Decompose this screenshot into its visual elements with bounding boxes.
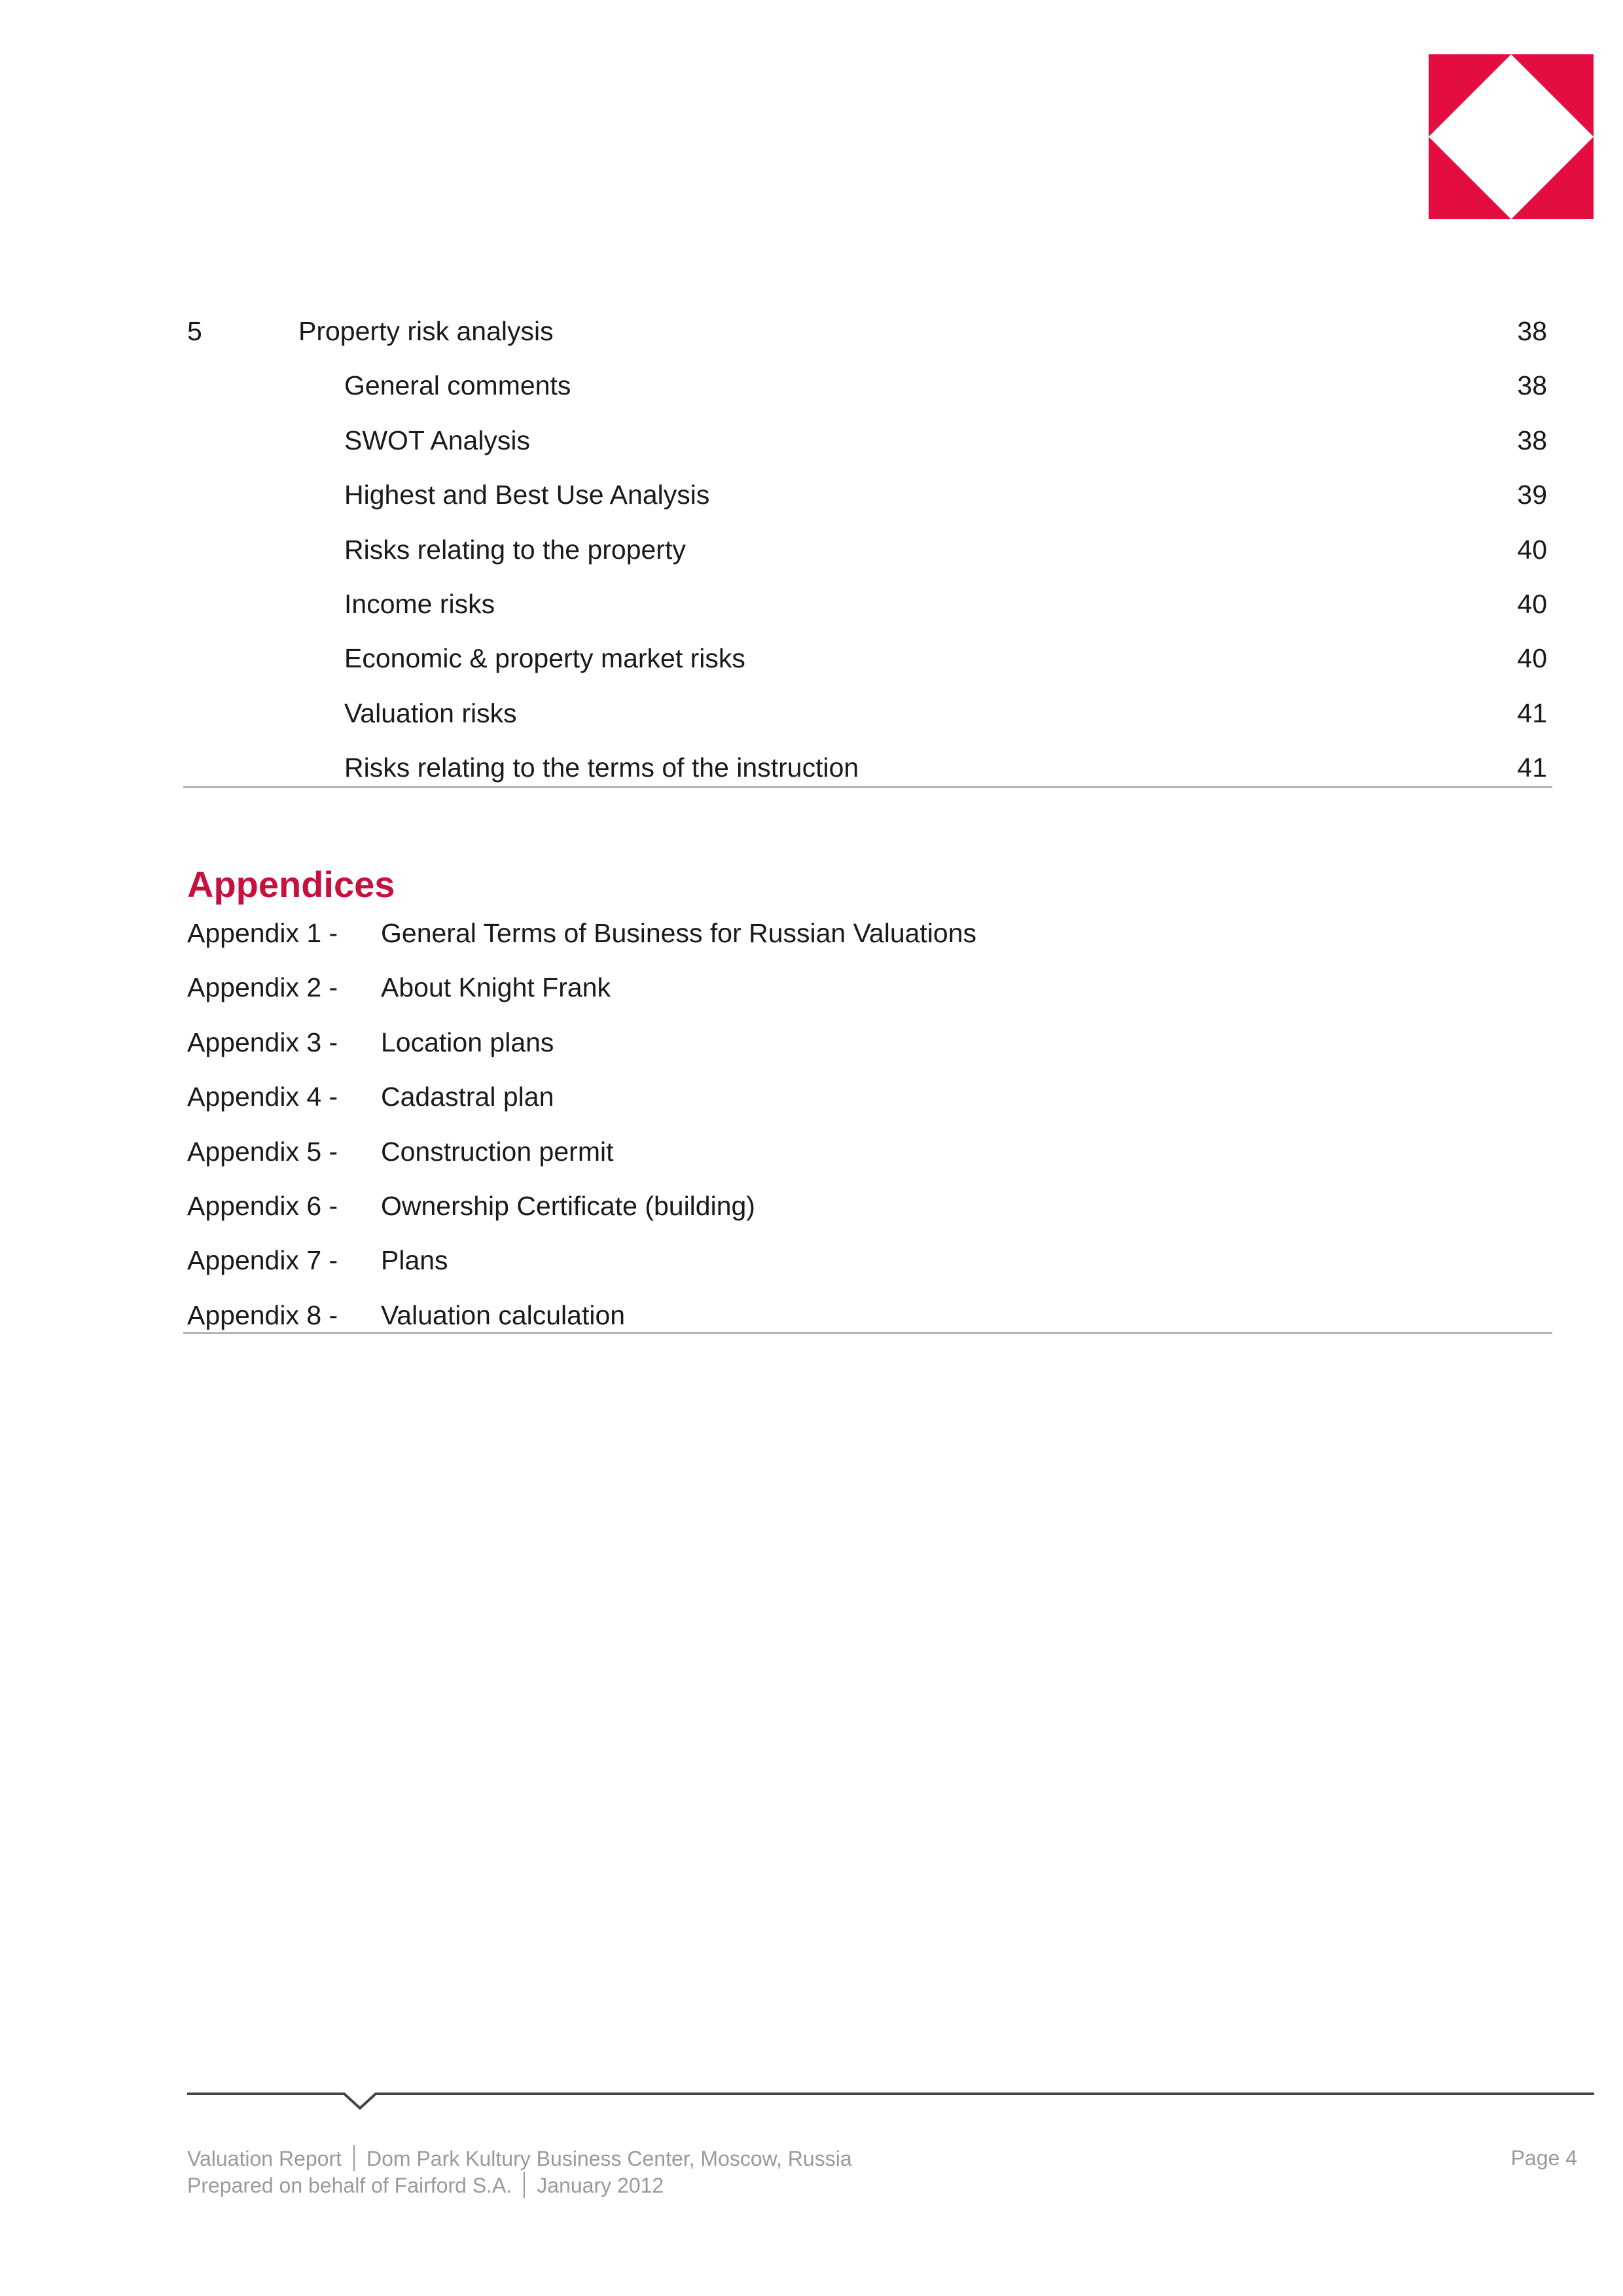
appendix-item[interactable] <box>183 1070 1551 1124</box>
footer-separator <box>353 2145 355 2171</box>
appendix-label: Appendix 8 - <box>187 1299 338 1330</box>
toc-item-page: 41 <box>1517 752 1547 783</box>
toc-item[interactable] <box>183 414 1551 468</box>
appendix-item[interactable] <box>183 1016 1551 1070</box>
toc-item-title: General comments <box>344 370 571 401</box>
footer-text <box>187 2145 852 2199</box>
toc-item-title: Economic & property market risks <box>344 643 745 674</box>
toc-item[interactable] <box>183 468 1551 522</box>
knight-frank-logo-icon <box>1429 54 1594 219</box>
toc-item-page: 40 <box>1517 643 1547 674</box>
appendix-title: Construction permit <box>381 1136 614 1167</box>
toc-item-title: Risks relating to the terms of the instruction <box>344 752 859 783</box>
footer-date: January 2012 <box>537 2174 664 2197</box>
toc-item-title: Income risks <box>344 588 495 619</box>
toc-item-page: 39 <box>1517 480 1547 510</box>
toc-section-row[interactable] <box>183 304 1551 359</box>
footer-line-2 <box>187 2172 852 2199</box>
appendix-item[interactable] <box>183 906 1551 961</box>
footer-separator <box>524 2172 525 2198</box>
appendix-title: General Terms of Business for Russian Valuations <box>381 918 977 948</box>
appendix-item[interactable] <box>183 1233 1551 1288</box>
appendix-title: Plans <box>381 1245 448 1276</box>
toc-item[interactable] <box>183 686 1551 741</box>
toc-item[interactable] <box>183 631 1551 686</box>
footer-notch-rule <box>187 2091 1594 2111</box>
toc-item-title: Valuation risks <box>344 698 517 728</box>
appendix-label: Appendix 5 - <box>187 1136 338 1167</box>
appendices-heading: Appendices <box>187 864 395 905</box>
toc-item-title: Highest and Best Use Analysis <box>344 480 710 510</box>
appendices-list <box>183 906 1551 1343</box>
appendices-divider <box>183 1332 1552 1334</box>
toc-item-page: 38 <box>1517 425 1547 455</box>
toc-item-page: 40 <box>1517 588 1547 619</box>
appendix-item[interactable] <box>183 1288 1551 1343</box>
toc-item[interactable] <box>183 359 1551 413</box>
appendix-title: About Knight Frank <box>381 972 611 1003</box>
appendix-item[interactable] <box>183 1179 1551 1233</box>
toc-item-title: Risks relating to the property <box>344 534 686 565</box>
toc-item[interactable] <box>183 577 1551 631</box>
toc-section-number: 5 <box>187 316 202 346</box>
toc-item-page: 41 <box>1517 698 1547 728</box>
appendix-item[interactable] <box>183 961 1551 1015</box>
toc-item-title: SWOT Analysis <box>344 425 531 455</box>
appendix-title: Location plans <box>381 1027 554 1057</box>
toc-divider <box>183 786 1552 788</box>
appendix-item[interactable] <box>183 1125 1551 1179</box>
toc-section-title: Property risk analysis <box>298 316 554 346</box>
appendix-label: Appendix 1 - <box>187 918 338 948</box>
appendix-title: Valuation calculation <box>381 1299 626 1330</box>
appendix-label: Appendix 7 - <box>187 1245 338 1276</box>
appendix-label: Appendix 6 - <box>187 1190 338 1221</box>
table-of-contents <box>183 304 1551 796</box>
footer-line-1 <box>187 2145 852 2172</box>
toc-item-page: 38 <box>1517 370 1547 401</box>
appendix-title: Ownership Certificate (building) <box>381 1190 755 1221</box>
footer-property: Dom Park Kultury Business Center, Moscow, Russia <box>366 2147 852 2170</box>
footer-prepared: Prepared on behalf of Fairford S.A. <box>187 2174 512 2197</box>
toc-item[interactable] <box>183 523 1551 577</box>
appendix-label: Appendix 3 - <box>187 1027 338 1057</box>
appendix-label: Appendix 4 - <box>187 1082 338 1112</box>
appendix-label: Appendix 2 - <box>187 972 338 1003</box>
toc-item-page: 40 <box>1517 534 1547 565</box>
toc-section-page: 38 <box>1517 316 1547 346</box>
page-number: Page 4 <box>1510 2146 1577 2170</box>
appendix-title: Cadastral plan <box>381 1082 554 1112</box>
footer-report: Valuation Report <box>187 2147 342 2170</box>
